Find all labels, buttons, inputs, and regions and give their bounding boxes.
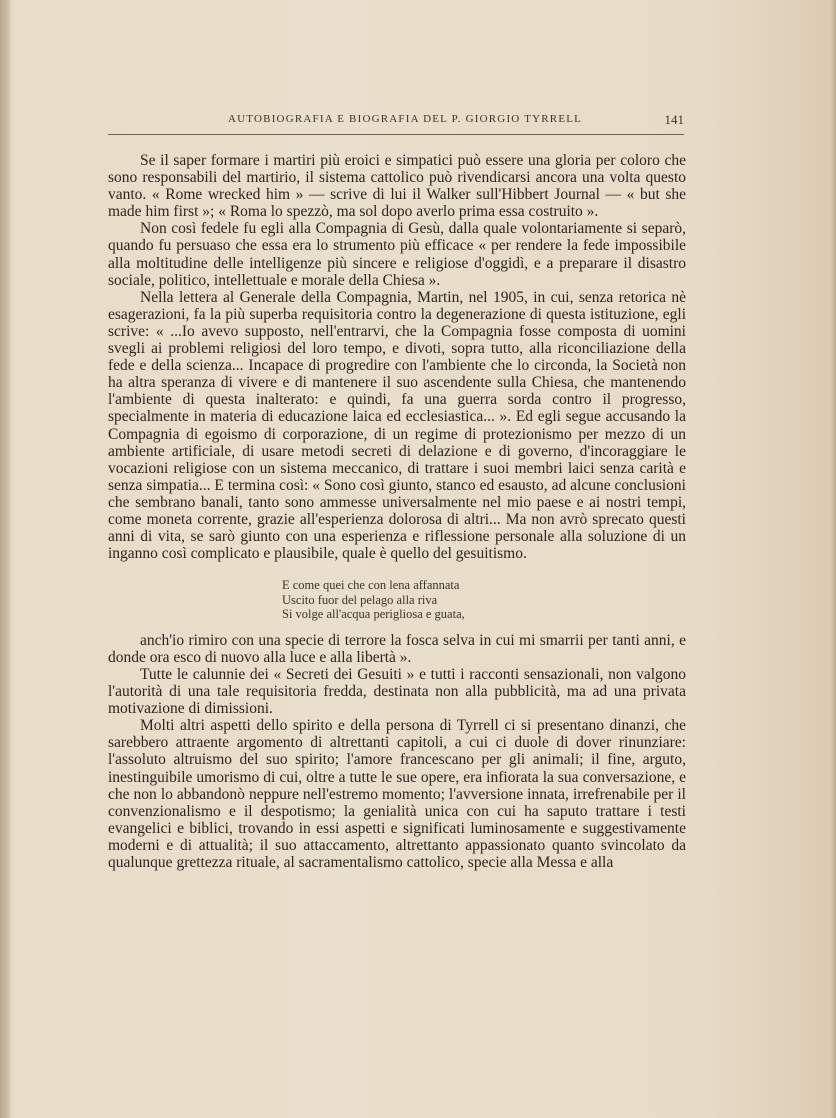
page-edge-shadow xyxy=(830,0,836,1118)
paragraph-continuation: anch'io rimiro con una specie di terrore la fosca selva in cui mi smarrii per tanti anni, e donde ora esco di nuovo alla luce e alla libertà ». xyxy=(108,631,686,666)
paragraph: Nella lettera al Generale della Compagnia, Martin, nel 1905, in cui, senza retorica nè esagerazioni, fa la più superba requisitoria contro la degenerazione di questa istituzione, egli scrive: « ...Io avevo supposto, nell'entrarvi, che la Compagnia fosse composta di uomini svegli ai problemi religiosi del loro tempo, e divoti, sopra tutto, alla riconciliazione della fede e della scienza... Incapace di progredire con l'ambiente che lo circonda, la Società non ha altra speranza di vivere e di mantenere il suo ascendente sulla Chiesa, che mantenendo l'ambiente di questa inalterato: e quindi, fa una guerra sorda contro il progresso, specialmente in materia di educazione laica ed ecclesiastica... ». Ed egli segue accusando la Compagnia di egoismo di corporazione, di un regime di protezionismo per mezzo di un ambiente artificiale, di usare metodi secreti di delazione e di governo, d'incoraggiare le vocazioni religiose con un sistema meccanico, di trattare i suoi membri laici senza carità e senza simpatia... E termina così: « Sono così giunto, stanco ed esausto, ad alcune conclusioni che sembrano banali, tanto sono ammesse universalmente nel mio paese e ai nostri tempi, come moneta corrente, grazie all'esperienza dolorosa di altri... Ma non avrò sprecato questi anni di vita, se sarò giunto con una esperienza e riflessione personale alla soluzione di un inganno così complicato e plausibile, quale è quello del gesuitismo. xyxy=(108,288,686,563)
paragraph: Se il saper formare i martiri più eroici e simpatici può essere una gloria per coloro che sono responsabili del martirio, il sistema cattolico può rivendicarsi ancora una volta questo vanto. « Rome wrecked him » — scrive di lui il Walker sull'Hibbert Journal — « but she made him first »; « Roma lo spezzò, ma sol dopo averlo prima essa costruito ». xyxy=(108,152,686,221)
page-number: 141 xyxy=(664,112,684,127)
verse-line: Uscito fuor del pelago alla riva xyxy=(282,592,438,607)
header-rule xyxy=(108,134,684,135)
verse-line: Si volge all'acqua perigliosa e guata, xyxy=(282,607,465,622)
paragraph: Tutte le calunnie dei « Secreti dei Gesuiti » e tutti i racconti sensazionali, non valgono l'autorità di una tale requisitoria fredda, destinata non alla pubblicità, ma ad una privata motivazione di dimissioni. xyxy=(108,665,686,718)
page-spine-edge xyxy=(0,0,10,1118)
verse-quote xyxy=(282,578,686,622)
page-body xyxy=(108,152,686,871)
paragraph: Molti altri aspetti dello spirito e della persona di Tyrrell ci si presentano dinanzi, che sarebbero attraente argomento di altrettanti capitoli, a cui ci duole di dover rinunziare: l'assoluto altruismo del suo spirito; l'amore francescano per gli animali; il fine, arguto, inestinguibile umorismo di cui, oltre a tutte le sue opere, era infiorata la sua conversazione, e che non lo abbandonò neppure nell'estremo momento; l'avversione innata, irrefrenabile per il convenzionalismo e il despotismo; la genialità unica con cui ha saputo trattare i testi evangelici e biblici, trovando in essi aspetti e significati luminosamente e suggestivamente moderni e di attualità; il suo attaccamento, altrettanto appassionato quanto svincolato da qualunque grettezza rituale, al sacramentalismo cattolico, specie alla Messa e alla xyxy=(108,717,686,871)
running-head: AUTOBIOGRAFIA E BIOGRAFIA DEL P. GIORGIO TYRRELL xyxy=(228,113,583,125)
paragraph: Non così fedele fu egli alla Compagnia di Gesù, dalla quale volontariamente si separò, quando fu persuaso che essa era lo strumento più efficace « per rendere la fede impossibile alla moltitudine delle intelligenze più sincere e religiose d'oggidì, e a preparare il disastro sociale, politico, intellettuale e morale della Chiesa ». xyxy=(108,220,686,289)
page-header xyxy=(108,113,684,133)
verse-line: E come quei che con lena affannata xyxy=(282,578,460,593)
